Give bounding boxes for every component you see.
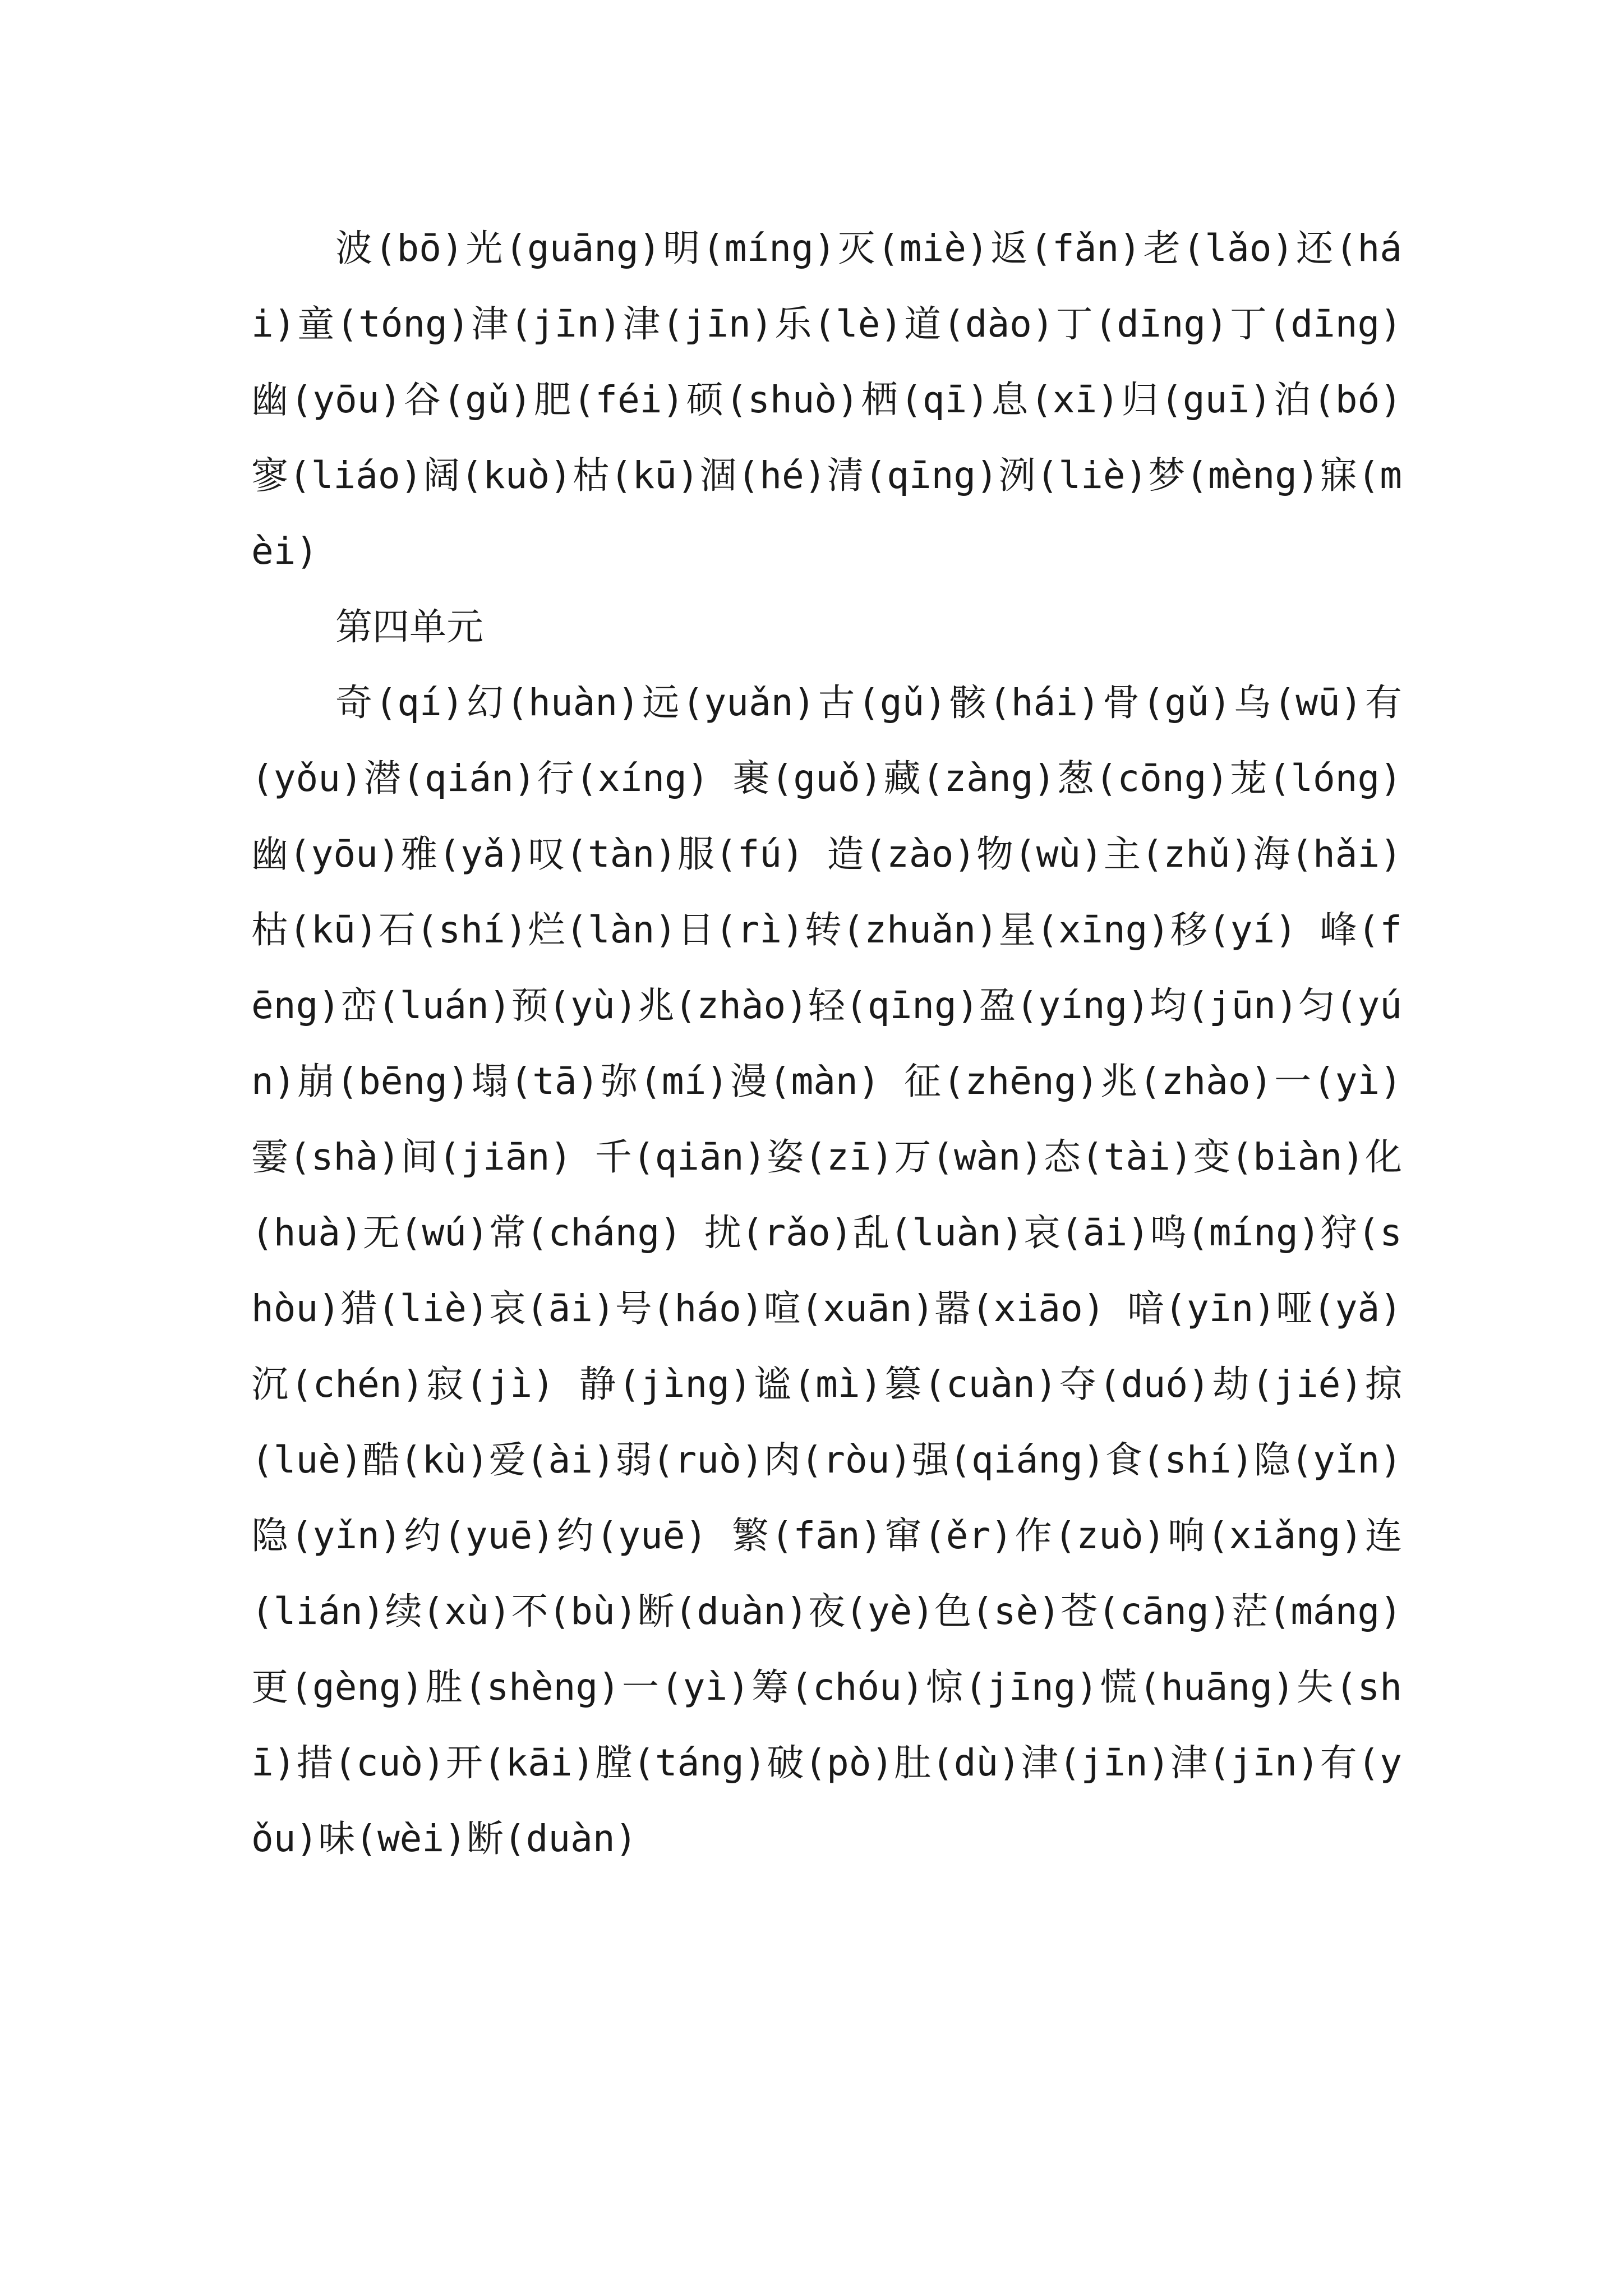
section-heading: 第四单元 xyxy=(335,605,483,648)
document-body xyxy=(251,210,1402,1876)
pinyin-paragraph-1: 波(bō)光(guāng)明(míng)灭(miè)返(fǎn)老(lǎo)还(hái)童(tóng)津(jīn)津(jīn)乐(lè)道(dào)丁(dīng)丁(dīng)幽(yōu)谷(gǔ)肥(féi)硕(shuò)栖(qī)息(xī)归(guī)泊(bó)寥(liáo)阔(kuò)枯(kū)涸(hé)清(qīng)洌(liè)梦(mèng)寐(mèi) xyxy=(251,227,1402,573)
pinyin-paragraph-2: 奇(qí)幻(huàn)远(yuǎn)古(gǔ)骸(hái)骨(gǔ)乌(wū)有(yǒu)潜(qián)行(xíng) 裹(guǒ)藏(zàng)葱(cōng)茏(lóng)幽(yōu)雅(yǎ)叹(tàn)服(fú) 造(zào)物(wù)主(zhǔ)海(hǎi)枯(kū)石(shí)烂(làn)日(rì)转(zhuǎn)星(xīng)移(yí) 峰(fēng)峦(luán)预(yù)兆(zhào)轻(qīng)盈(yíng)均(jūn)匀(yún)崩(bēng)塌(tā)弥(mí)漫(màn) 征(zhēng)兆(zhào)一(yì)霎(shà)间(jiān) 千(qiān)姿(zī)万(wàn)态(tài)变(biàn)化(huà)无(wú)常(cháng) 扰(rǎo)乱(luàn)哀(āi)鸣(míng)狩(shòu)猎(liè)哀(āi)号(háo)喧(xuān)嚣(xiāo) 喑(yīn)哑(yǎ) 沉(chén)寂(jì) 静(jìng)谧(mì)篡(cuàn)夺(duó)劫(jié)掠(luè)酷(kù)爱(ài)弱(ruò)肉(ròu)强(qiáng)食(shí)隐(yǐn)隐(yǐn)约(yuē)约(yuē) 繁(fān)窜(ěr)作(zuò)响(xiǎng)连(lián)续(xù)不(bù)断(duàn)夜(yè)色(sè)苍(cāng)茫(máng) 更(gèng)胜(shèng)一(yì)筹(chóu)惊(jīng)慌(huāng)失(shī)措(cuò)开(kāi)膛(táng)破(pò)肚(dù)津(jīn)津(jīn)有(yǒu)味(wèi)断(duàn) xyxy=(251,681,1402,1860)
